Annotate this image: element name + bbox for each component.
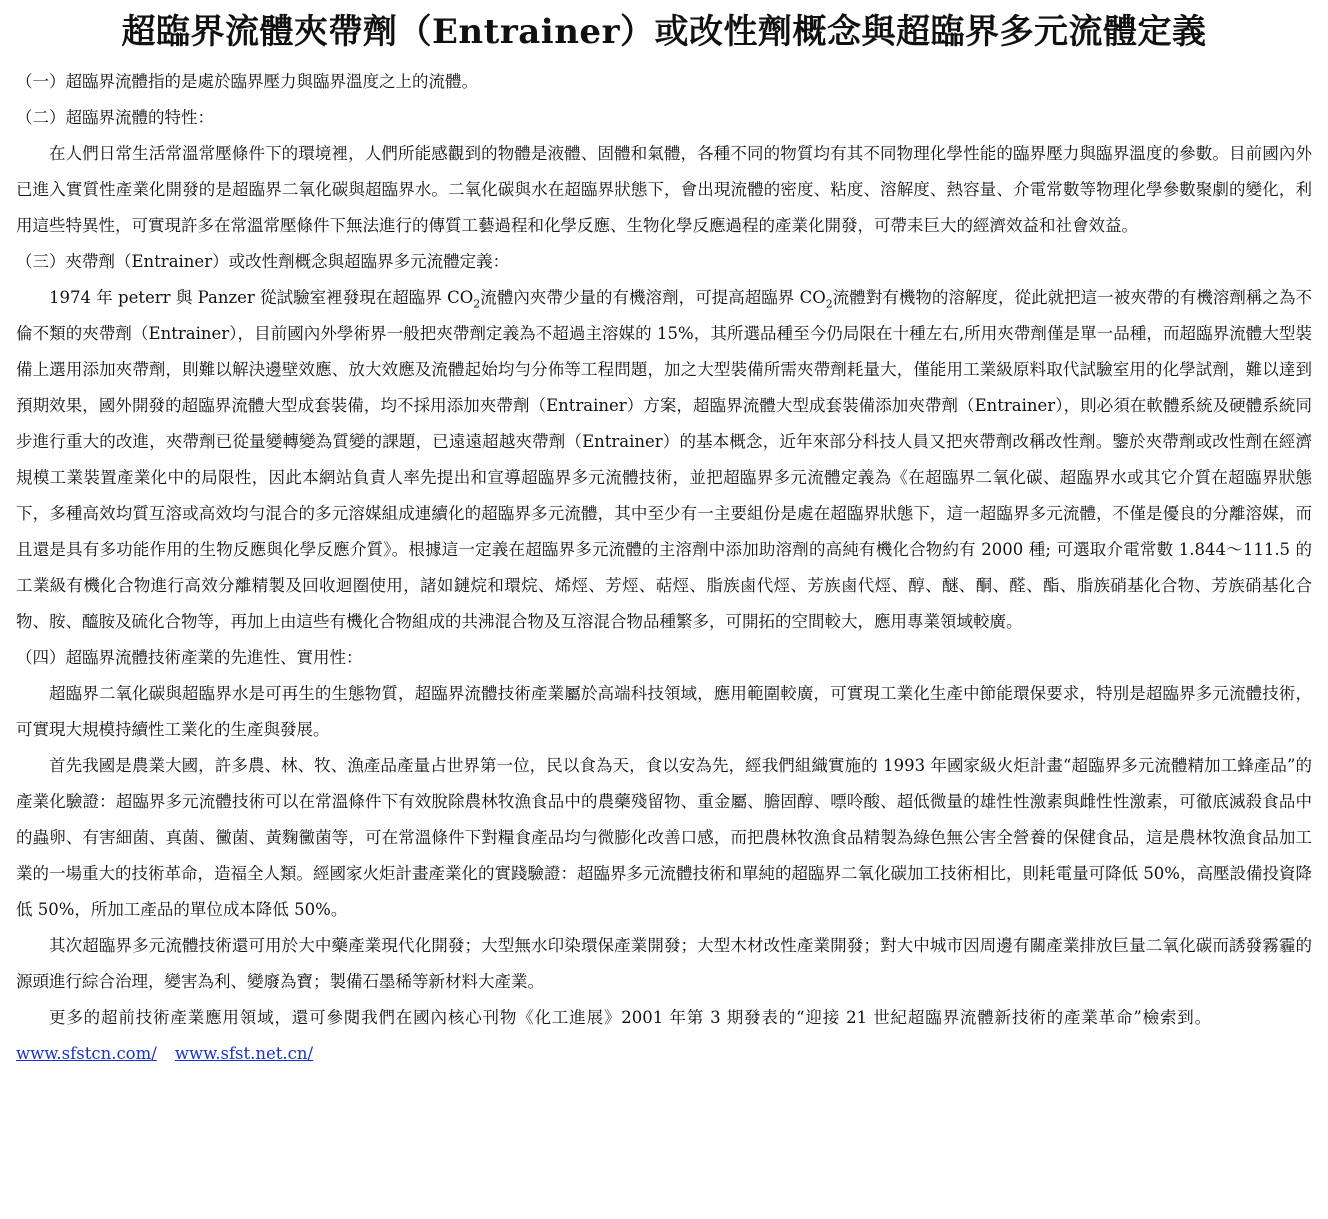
co2-subscript: 2	[473, 297, 481, 311]
section-3-paragraph	[16, 280, 1312, 640]
section-3-heading: （三）夾帶劑（Entrainer）或改性劑概念與超臨界多元流體定義：	[16, 252, 510, 271]
sfst-net-cn-link[interactable]: www.sfst.net.cn/	[174, 1044, 314, 1063]
section-2-paragraph: 在人們日常生活常溫常壓條件下的環境裡，人們所能感觀到的物體是液體、固體和氣體，各種不同的物質均有其不同物理化學性能的臨界壓力與臨界溫度的參數。目前國內外已進入實質性產業化開發的是超臨界二氧化碳與超臨界水。二氧化碳與水在超臨界狀態下，會出現流體的密度、粘度、溶解度、熱容量、介電常數等物理化學參數聚劇的變化，利用這些特異性，可實現許多在常溫常壓條件下無法進行的傳質工藝過程和化學反應、生物化學反應過程的產業化開發，可帶耒巨大的經濟效益和社會效益。	[16, 144, 1312, 235]
section-4-paragraph-4	[16, 1000, 1312, 1072]
section-4-paragraph-2: 首先我國是農業大國，許多農、林、牧、漁產品產量占世界第一位，民以食為天，食以安為先，經我們組織實施的 1993 年國家級火炬計畫“超臨界多元流體精加工蜂產品”的產業化驗證：超臨界多元流體技術可以在常溫條件下有效脫除農林牧漁食品中的農藥殘留物、重金屬、膽固醇、嘌呤酸、超低微量的雄性性激素與雌性性激素，可徹底滅殺食品中的蟲卵、有害細菌、真菌、黴菌、黃麴黴菌等，可在常溫條件下對糧食產品均勻微膨化改善口感，而把農林牧漁食品精製為綠色無公害全營養的保健食品，這是農林牧漁食品加工業的一場重大的技術革命，造福全人類。經國家火炬計畫產業化的實踐驗證：超臨界多元流體技術和單純的超臨界二氧化碳加工技術相比，則耗電量可降低 50%，高壓設備投資降低 50%，所加工產品的單位成本降低 50%。	[16, 756, 1312, 919]
section-1-statement: （一）超臨界流體指的是處於臨界壓力與臨界溫度之上的流體。	[16, 72, 478, 91]
section-3-text-part-2: 流體內夾帶少量的有機溶劑，可提高超臨界 CO	[480, 288, 826, 307]
section-4-paragraph-4-text: 更多的超前技術產業應用領域，還可參閱我們在國內核心刊物《化工進展》2001 年第 3 期發表的“迎接 21 世紀超臨界流體新技術的產業革命”檢索到。	[49, 1008, 1212, 1027]
co2-subscript: 2	[825, 297, 833, 311]
section-2-heading: （二）超臨界流體的特性：	[16, 108, 214, 127]
section-3-text-part-3: 流體對有機物的溶解度，從此就把這一被夾帶的有機溶劑稱之為不倫不類的夾帶劑（Entrainer），目前國內外學術界一般把夾帶劑定義為不超過主溶媒的 15%，其所選品種至今仍局限在十種左右,所用夾帶劑僅是單一品種，而超臨界流體大型裝備上選用添加夾帶劑，則難以解決邊壁效應、放大效應及流體起始均勻分佈等工程問題，加之大型裝備所需夾帶劑耗量大，僅能用工業級原料取代試驗室用的化學試劑，難以達到預期效果，國外開發的超臨界流體大型成套裝備，均不採用添加夾帶劑（Entrainer）方案，超臨界流體大型成套裝備添加夾帶劑（Entrainer），則必須在軟體系統及硬體系統同步進行重大的改進，夾帶劑已從量變轉變為質變的課題，已遠遠超越夾帶劑（Entrainer）的基本概念，近年來部分科技人員又把夾帶劑改稱改性劑。鑒於夾帶劑或改性劑在經濟規模工業裝置產業化中的局限性，因此本網站負責人率先提出和宣導超臨界多元流體技術，並把超臨界多元流體定義為《在超臨界二氧化碳、超臨界水或其它介質在超臨界狀態下，多種高效均質互溶或高效均勻混合的多元溶媒組成連續化的超臨界多元流體，其中至少有一主要組份是處在超臨界狀態下，這一超臨界多元流體，不僅是優良的分離溶媒，而且還是具有多功能作用的生物反應與化學反應介質》。根據這一定義在超臨界多元流體的主溶劑中添加助溶劑的高純有機化合物約有 2000 種; 可選取介電常數 1.844～111.5 的工業級有機化合物進行高效分離精製及回收迴圈使用，諸如鏈烷和環烷、烯烴、芳烴、萜烴、脂族鹵代烴、芳族鹵代烴、醇、醚、酮、醛、酯、脂族硝基化合物、芳族硝基化合物、胺、醯胺及硫化合物等，再加上由這些有機化合物組成的共沸混合物及互溶混合物品種繁多，可開拓的空間較大，應用專業領域較廣。	[16, 288, 1312, 631]
sfstcn-link[interactable]: www.sfstcn.com/	[16, 1044, 157, 1063]
section-3-text-part-1: 1974 年 peterr 與 Panzer 從試驗室裡發現在超臨界 CO	[49, 288, 474, 307]
section-4-paragraph-1: 超臨界二氧化碳與超臨界水是可再生的生態物質，超臨界流體技術產業屬於高端科技領域，應用範圍較廣，可實現工業化生產中節能環保要求，特別是超臨界多元流體技術，可實現大規模持續性工業化的生產與發展。	[16, 684, 1312, 739]
document-title: 超臨界流體夾帶劑（Entrainer）或改性劑概念與超臨界多元流體定義	[121, 12, 1207, 52]
section-4-paragraph-3: 其次超臨界多元流體技術還可用於大中藥產業現代化開發；大型無水印染環保產業開發；大型木材改性產業開發；對大中城市因周邊有關產業排放巨量二氧化碳而誘發霧霾的源頭進行綜合治理，變害為利、變廢為寶；製備石墨稀等新材料大產業。	[16, 936, 1312, 991]
section-4-heading: （四）超臨界流體技術產業的先進性、實用性：	[16, 648, 363, 667]
